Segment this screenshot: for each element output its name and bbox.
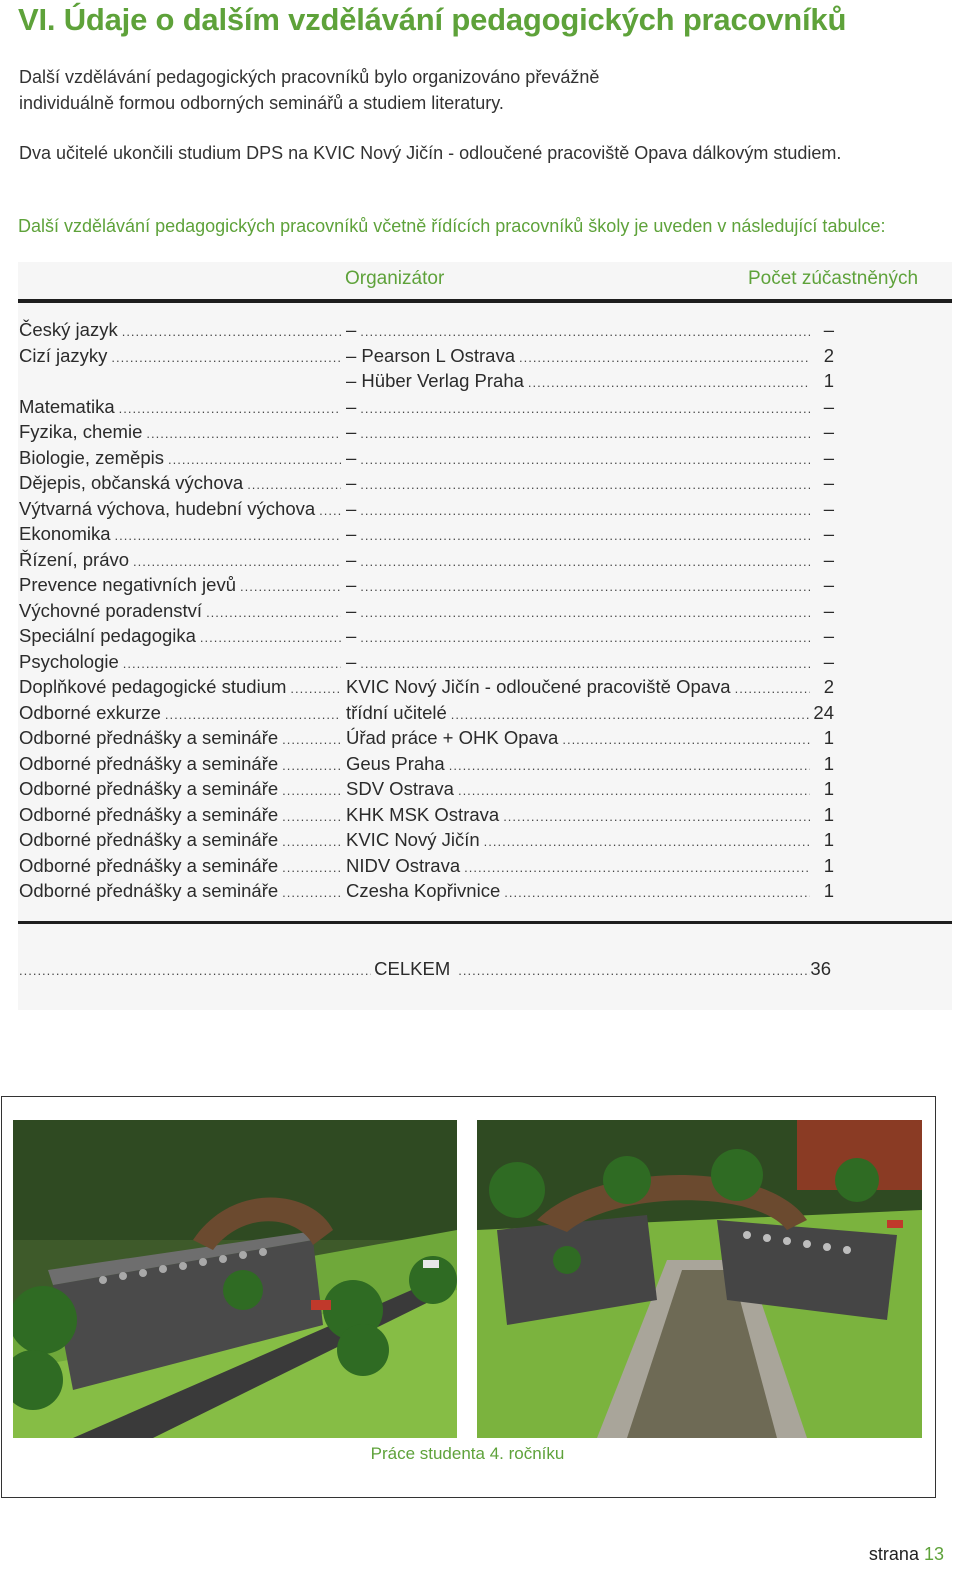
table-body: [0, 317, 960, 904]
leader-dots: [464, 853, 810, 881]
photo-caption: Práce studenta 4. ročníku: [370, 1444, 565, 1463]
count-cell: 1: [823, 880, 834, 901]
leader-dots: [240, 572, 341, 600]
organizer-cell: [346, 343, 810, 371]
subject-cell: [19, 623, 341, 651]
table-top-rule: [18, 299, 952, 303]
organizer-cell: [346, 445, 810, 473]
count-cell: 1: [823, 854, 834, 876]
organizer-text: –: [346, 574, 357, 595]
table-row: [0, 547, 960, 573]
subject-cell: [19, 827, 341, 855]
leader-dots: [200, 623, 341, 651]
subject-cell: [19, 317, 341, 345]
leader-dots: [168, 445, 341, 473]
leader-dots: [528, 368, 810, 396]
organizer-text: KVIC Nový Jičín - odloučené pracoviště Opava: [346, 676, 731, 697]
subject-cell: [19, 598, 341, 626]
paragraph-dps-study: Dva učitelé ukončili studium DPS na KVIC Nový Jičín - odloučené pracoviště Opava dálkovým studiem.: [19, 143, 842, 163]
subject-text: Odborné exkurze: [19, 701, 161, 723]
organizer-text: NIDV Ostrava: [346, 854, 461, 876]
leader-dots: [360, 496, 810, 524]
leader-dots: [282, 802, 341, 830]
organizer-text: –: [346, 599, 357, 621]
leader-dots: [451, 700, 810, 728]
organizer-cell: [346, 572, 810, 600]
subject-text: Odborné přednášky a semináře: [19, 727, 279, 748]
subject-cell: [19, 496, 341, 524]
count-cell: 24: [813, 701, 834, 723]
leader-dots: [484, 827, 810, 855]
organizer-cell: [346, 317, 810, 345]
architecture-model-photo-1: [13, 1120, 457, 1438]
organizer-text: –: [346, 472, 357, 493]
count-cell: –: [823, 523, 834, 544]
organizer-text: SDV Ostrava: [346, 778, 454, 799]
organizer-text: Czesha Kopřivnice: [346, 880, 501, 901]
leader-dots: [111, 343, 341, 371]
organizer-text: –: [346, 319, 357, 340]
organizer-text: –: [346, 523, 357, 544]
subject-text: Biologie, zeměpis: [19, 446, 164, 468]
architecture-model-photo-2: [477, 1120, 922, 1438]
leader-dots: [360, 623, 810, 651]
leader-dots: [360, 317, 810, 345]
count-cell: 1: [823, 727, 834, 748]
organizer-text: –: [346, 446, 357, 468]
count-cell: –: [823, 472, 834, 493]
table-row: [0, 419, 960, 445]
subject-cell: [19, 853, 341, 881]
leader-dots: [458, 956, 810, 982]
table-row: [0, 623, 960, 649]
subject-text: Odborné přednášky a semináře: [19, 778, 279, 799]
subject-cell: [19, 878, 341, 906]
organizer-cell: [346, 547, 810, 575]
count-cell: –: [823, 574, 834, 595]
table-row: [0, 317, 960, 343]
subject-text: Odborné přednášky a semináře: [19, 880, 279, 901]
leader-dots: [519, 343, 810, 371]
organizer-cell: [346, 598, 810, 626]
organizer-text: Geus Praha: [346, 752, 445, 774]
subject-cell: [19, 649, 341, 677]
count-cell: –: [823, 548, 834, 570]
subject-text: Odborné přednášky a semináře: [19, 854, 279, 876]
organizer-cell: [346, 470, 810, 498]
page-label: strana: [868, 1544, 919, 1564]
subject-cell: [19, 751, 341, 779]
column-header-organizer: Organizátor: [345, 268, 445, 289]
subject-cell: [19, 572, 341, 600]
subject-cell: [19, 802, 341, 830]
count-cell: –: [823, 599, 834, 621]
subject-cell: [19, 776, 341, 804]
table-total-row: [19, 956, 831, 982]
leader-dots: [562, 725, 810, 753]
organizer-text: –: [346, 497, 357, 519]
table-row: [0, 802, 960, 828]
leader-dots: [319, 496, 341, 524]
leader-dots: [115, 521, 341, 549]
page-number-value: 13: [923, 1544, 944, 1564]
organizer-cell: [346, 368, 810, 396]
count-cell: 2: [823, 344, 834, 366]
total-value: 36: [810, 958, 831, 979]
leader-dots: [122, 317, 341, 345]
subject-text: Dějepis, občanská výchova: [19, 472, 244, 493]
leader-dots: [360, 445, 810, 473]
table-row: [0, 776, 960, 802]
table-row: [0, 368, 960, 394]
count-cell: –: [823, 395, 834, 417]
table-row: [0, 445, 960, 471]
organizer-cell: [346, 853, 810, 881]
subject-text: Psychologie: [19, 650, 119, 672]
leader-dots: [19, 956, 371, 982]
organizer-text: KVIC Nový Jičín: [346, 829, 480, 850]
subject-text: Prevence negativních jevů: [19, 574, 236, 595]
organizer-text: –: [346, 395, 357, 417]
subject-text: Výchovné poradenství: [19, 599, 203, 621]
leader-dots: [360, 521, 810, 549]
table-row: [0, 572, 960, 598]
organizer-text: –: [346, 548, 357, 570]
leader-dots: [282, 776, 341, 804]
count-cell: 1: [823, 803, 834, 825]
paragraph-organization: Další vzdělávání pedagogických pracovníků bylo organizováno převážně individuálně formou odborných seminářů a studiem literatury.: [19, 67, 600, 113]
table-row: [0, 394, 960, 420]
subject-text: Ekonomika: [19, 523, 111, 544]
leader-dots: [282, 878, 341, 906]
organizer-cell: [346, 419, 810, 447]
organizer-cell: [346, 394, 810, 422]
leader-dots: [146, 419, 341, 447]
organizer-text: –: [346, 650, 357, 672]
subject-text: Odborné přednášky a semináře: [19, 752, 279, 774]
subject-cell: [19, 343, 341, 371]
subject-text: Výtvarná výchova, hudební výchova: [19, 497, 316, 519]
subject-cell: [19, 700, 341, 728]
count-cell: 1: [823, 752, 834, 774]
subject-text: Fyzika, chemie: [19, 421, 143, 442]
leader-dots: [360, 394, 810, 422]
organizer-cell: [346, 751, 810, 779]
subject-text: Odborné přednášky a semináře: [19, 803, 279, 825]
leader-dots: [360, 649, 810, 677]
subject-text: Odborné přednášky a semináře: [19, 829, 279, 850]
table-row: [0, 827, 960, 853]
table-row: [0, 521, 960, 547]
leader-dots: [360, 572, 810, 600]
table-row: [0, 853, 960, 879]
table-row: [0, 598, 960, 624]
leader-dots: [449, 751, 810, 779]
subject-cell: [19, 725, 341, 753]
table-row: [0, 674, 960, 700]
organizer-text: KHK MSK Ostrava: [346, 803, 500, 825]
count-cell: 2: [823, 676, 834, 697]
table-bottom-rule: [18, 921, 952, 924]
column-header-count: Počet zúčastněných: [748, 268, 919, 289]
count-cell: –: [823, 446, 834, 468]
leader-dots: [360, 547, 810, 575]
table-row: [0, 470, 960, 496]
organizer-cell: [346, 776, 810, 804]
leader-dots: [133, 547, 341, 575]
leader-dots: [119, 394, 341, 422]
subject-text: Český jazyk: [19, 319, 118, 340]
leader-dots: [282, 751, 341, 779]
leader-dots: [458, 776, 810, 804]
subject-cell: [19, 547, 341, 575]
count-cell: 1: [823, 778, 834, 799]
leader-dots: [282, 725, 341, 753]
table-row: [0, 496, 960, 522]
count-cell: –: [823, 319, 834, 340]
leader-dots: [504, 878, 810, 906]
organizer-text: – Pearson L Ostrava: [346, 344, 515, 366]
leader-dots: [123, 649, 341, 677]
leader-dots: [282, 853, 341, 881]
leader-dots: [735, 674, 810, 702]
count-cell: –: [823, 650, 834, 672]
table-intro: Další vzdělávání pedagogických pracovníků včetně řídících pracovníků školy je uveden v následující tabulce:: [18, 216, 886, 236]
table-row: [0, 751, 960, 777]
subject-cell: [19, 419, 341, 447]
organizer-cell: [346, 802, 810, 830]
count-cell: 1: [823, 829, 834, 850]
organizer-cell: [346, 496, 810, 524]
table-row: [0, 649, 960, 675]
count-cell: 1: [823, 370, 834, 391]
count-cell: –: [823, 625, 834, 646]
leader-dots: [360, 598, 810, 626]
organizer-cell: [346, 700, 810, 728]
organizer-text: –: [346, 421, 357, 442]
subject-cell: [19, 470, 341, 498]
table-row: [0, 343, 960, 369]
leader-dots: [282, 827, 341, 855]
organizer-cell: [346, 674, 810, 702]
subject-text: Speciální pedagogika: [19, 625, 196, 646]
table-row: [0, 878, 960, 904]
leader-dots: [360, 419, 810, 447]
subject-text: Řízení, právo: [19, 548, 130, 570]
count-cell: –: [823, 497, 834, 519]
organizer-cell: [346, 521, 810, 549]
organizer-cell: [346, 878, 810, 906]
page-number: [869, 1544, 944, 1565]
subject-cell: [19, 674, 341, 702]
organizer-cell: [346, 649, 810, 677]
leader-dots: [360, 470, 810, 498]
leader-dots: [247, 470, 341, 498]
organizer-text: – Hüber Verlag Praha: [346, 370, 524, 391]
subject-text: Matematika: [19, 395, 115, 417]
page-title: VI. Údaje o dalším vzdělávání pedagogických pracovníků: [18, 2, 847, 37]
subject-cell: [19, 394, 341, 422]
leader-dots: [290, 674, 341, 702]
organizer-cell: [346, 623, 810, 651]
table-row: [0, 700, 960, 726]
organizer-cell: [346, 827, 810, 855]
subject-cell: [19, 445, 341, 473]
leader-dots: [165, 700, 341, 728]
organizer-text: Úřad práce + OHK Opava: [346, 727, 559, 748]
organizer-cell: [346, 725, 810, 753]
subject-cell: [19, 521, 341, 549]
leader-dots: [503, 802, 810, 830]
subject-text: Cizí jazyky: [19, 344, 108, 366]
total-label: CELKEM: [374, 958, 451, 979]
organizer-text: –: [346, 625, 357, 646]
organizer-text: třídní učitelé: [346, 701, 447, 723]
table-row: [0, 725, 960, 751]
leader-dots: [206, 598, 341, 626]
subject-text: Doplňkové pedagogické studium: [19, 676, 287, 697]
count-cell: –: [823, 421, 834, 442]
